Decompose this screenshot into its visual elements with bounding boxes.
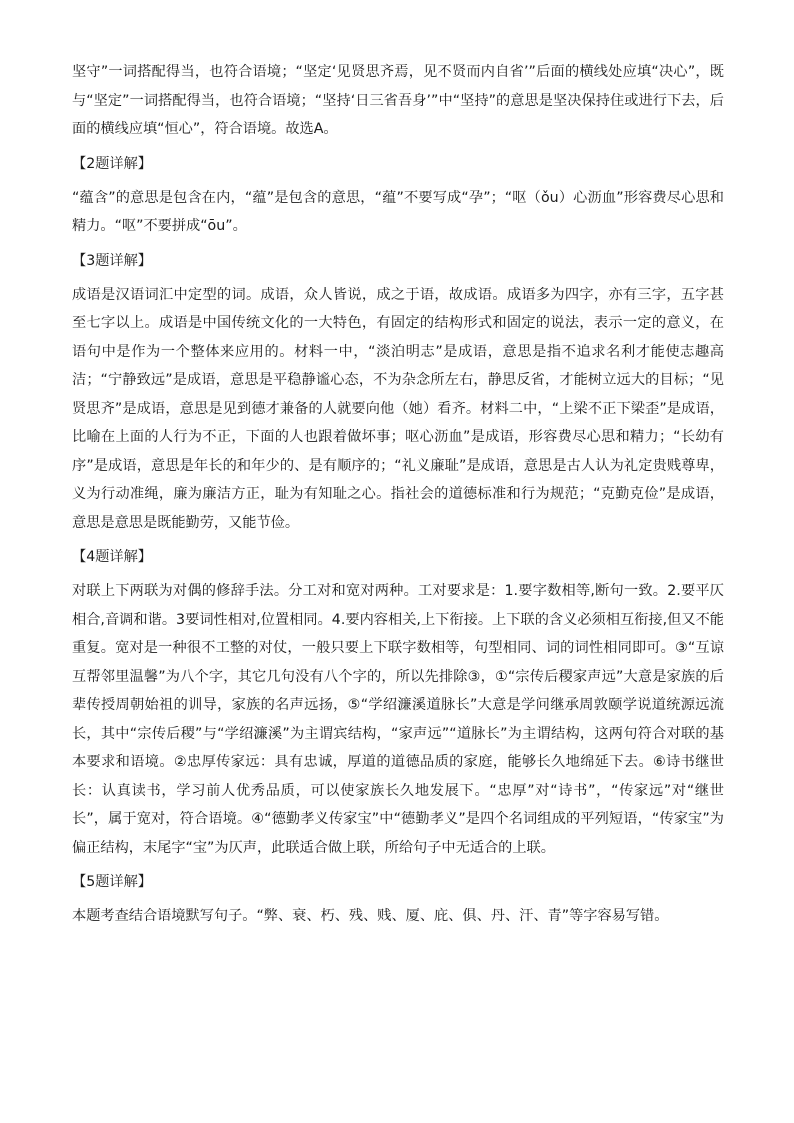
section-heading-q5: 【5题详解】 xyxy=(72,874,152,890)
answer-paragraph-q3: 成语是汉语词汇中定型的词。成语，众人皆说，成之于语，故成语。成语多为四字，亦有三字，五字甚至七字以上。成语是中国传统文化的一大特色，有固定的结构形式和固定的说法，表示一定的意义，在语句中是作为一个整体来应用的。材料一中，“淡泊明志”是成语，意思是指不追求名利才能使志趣高洁；“宁静致远”是成语，意思是平稳静谧心态，不为杂念所左右，静思反省，才能树立远大的目标；“见贤思齐”是成语，意思是见到德才兼备的人就要向他（她）看齐。材料二中，“上梁不正下梁歪”是成语，比喻在上面的人行为不正，下面的人也跟着做坏事；呕心沥血”是成语，形容费尽心思和精力；“长幼有序”是成语，意思是年长的和年少的、是有顺序的；“礼义廉耻”是成语，意思是古人认为礼定贵贱尊卑，义为行动准绳，廉为廉洁方正，耻为有知耻之心。指社会的道德标准和行为规范；“克勤克俭”是成语，意思是意思是既能勤劳，又能节俭。 xyxy=(72,286,724,531)
section-heading-q2: 【2题详解】 xyxy=(72,155,152,172)
answer-paragraph-q2: “蕴含”的意思是包含在内，“蕴”是包含的意思，“蕴”不要写成“孕”；“呕（ǒu）心沥血”形容费尽心思和精力。“呕”不要拼成“ōu”。 xyxy=(72,189,724,234)
answer-paragraph-1: 坚守”一词搭配得当，也符合语境；“坚定‘见贤思齐焉，见不贤而内自省’”后面的横线处应填“决心”，既与“坚定”一词搭配得当，也符合语境；“坚持‘日三省吾身’”中“坚持”的意思是坚决保持住或进行下去，后面的横线应填“恒心”，符合语境。故选A。 xyxy=(72,64,724,137)
section-heading-q3: 【3题详解】 xyxy=(72,252,152,269)
document-page xyxy=(72,58,724,931)
answer-paragraph-q4: 对联上下两联为对偶的修辞手法。分工对和宽对两种。工对要求是：1.要字数相等,断句一致。2.要平仄相合,音调和谐。3要词性相对,位置相同。4.要内容相关,上下衔接。上下联的含义必须相互衔接,但又不能重复。宽对是一种很不工整的对仗，一般只要上下联字数相等，句型相同、词的词性相同即可。③“互谅互帮邻里温馨”为八个字，其它几句没有八个字的，所以先排除③，①“宗传后稷家声远”大意是家族的后辈传授周朝始祖的训导，家族的名声远扬，⑤“学绍濂溪道脉长”大意是学问继承周敦颐学说道统源远流长，其中“宗传后稷”与“学绍濂溪”为主谓宾结构，“家声远”“道脉长”为主谓结构，这两句符合对联的基本要求和语境。②忠厚传家远：具有忠诚，厚道的道德品质的家庭，能够长久地绵延下去。⑥诗书继世长：认真读书，学习前人优秀品质，可以使家族长久地发展下。“忠厚”对“诗书”，“传家远”对“继世长”，属于宽对，符合语境。④“德勤孝义传家宝”中“德勤孝义”是四个名词组成的平列短语，“传家宝”为偏正结构，末尾字“宝”为仄声，此联适合做上联，所给句子中无适合的上联。 xyxy=(72,583,724,856)
answer-paragraph-q5: 本题考查结合语境默写句子。“弊、衰、朽、残、贱、厦、庇、俱、丹、汗、青”等字容易写错。 xyxy=(72,908,669,924)
section-heading-q4: 【4题详解】 xyxy=(72,549,152,565)
